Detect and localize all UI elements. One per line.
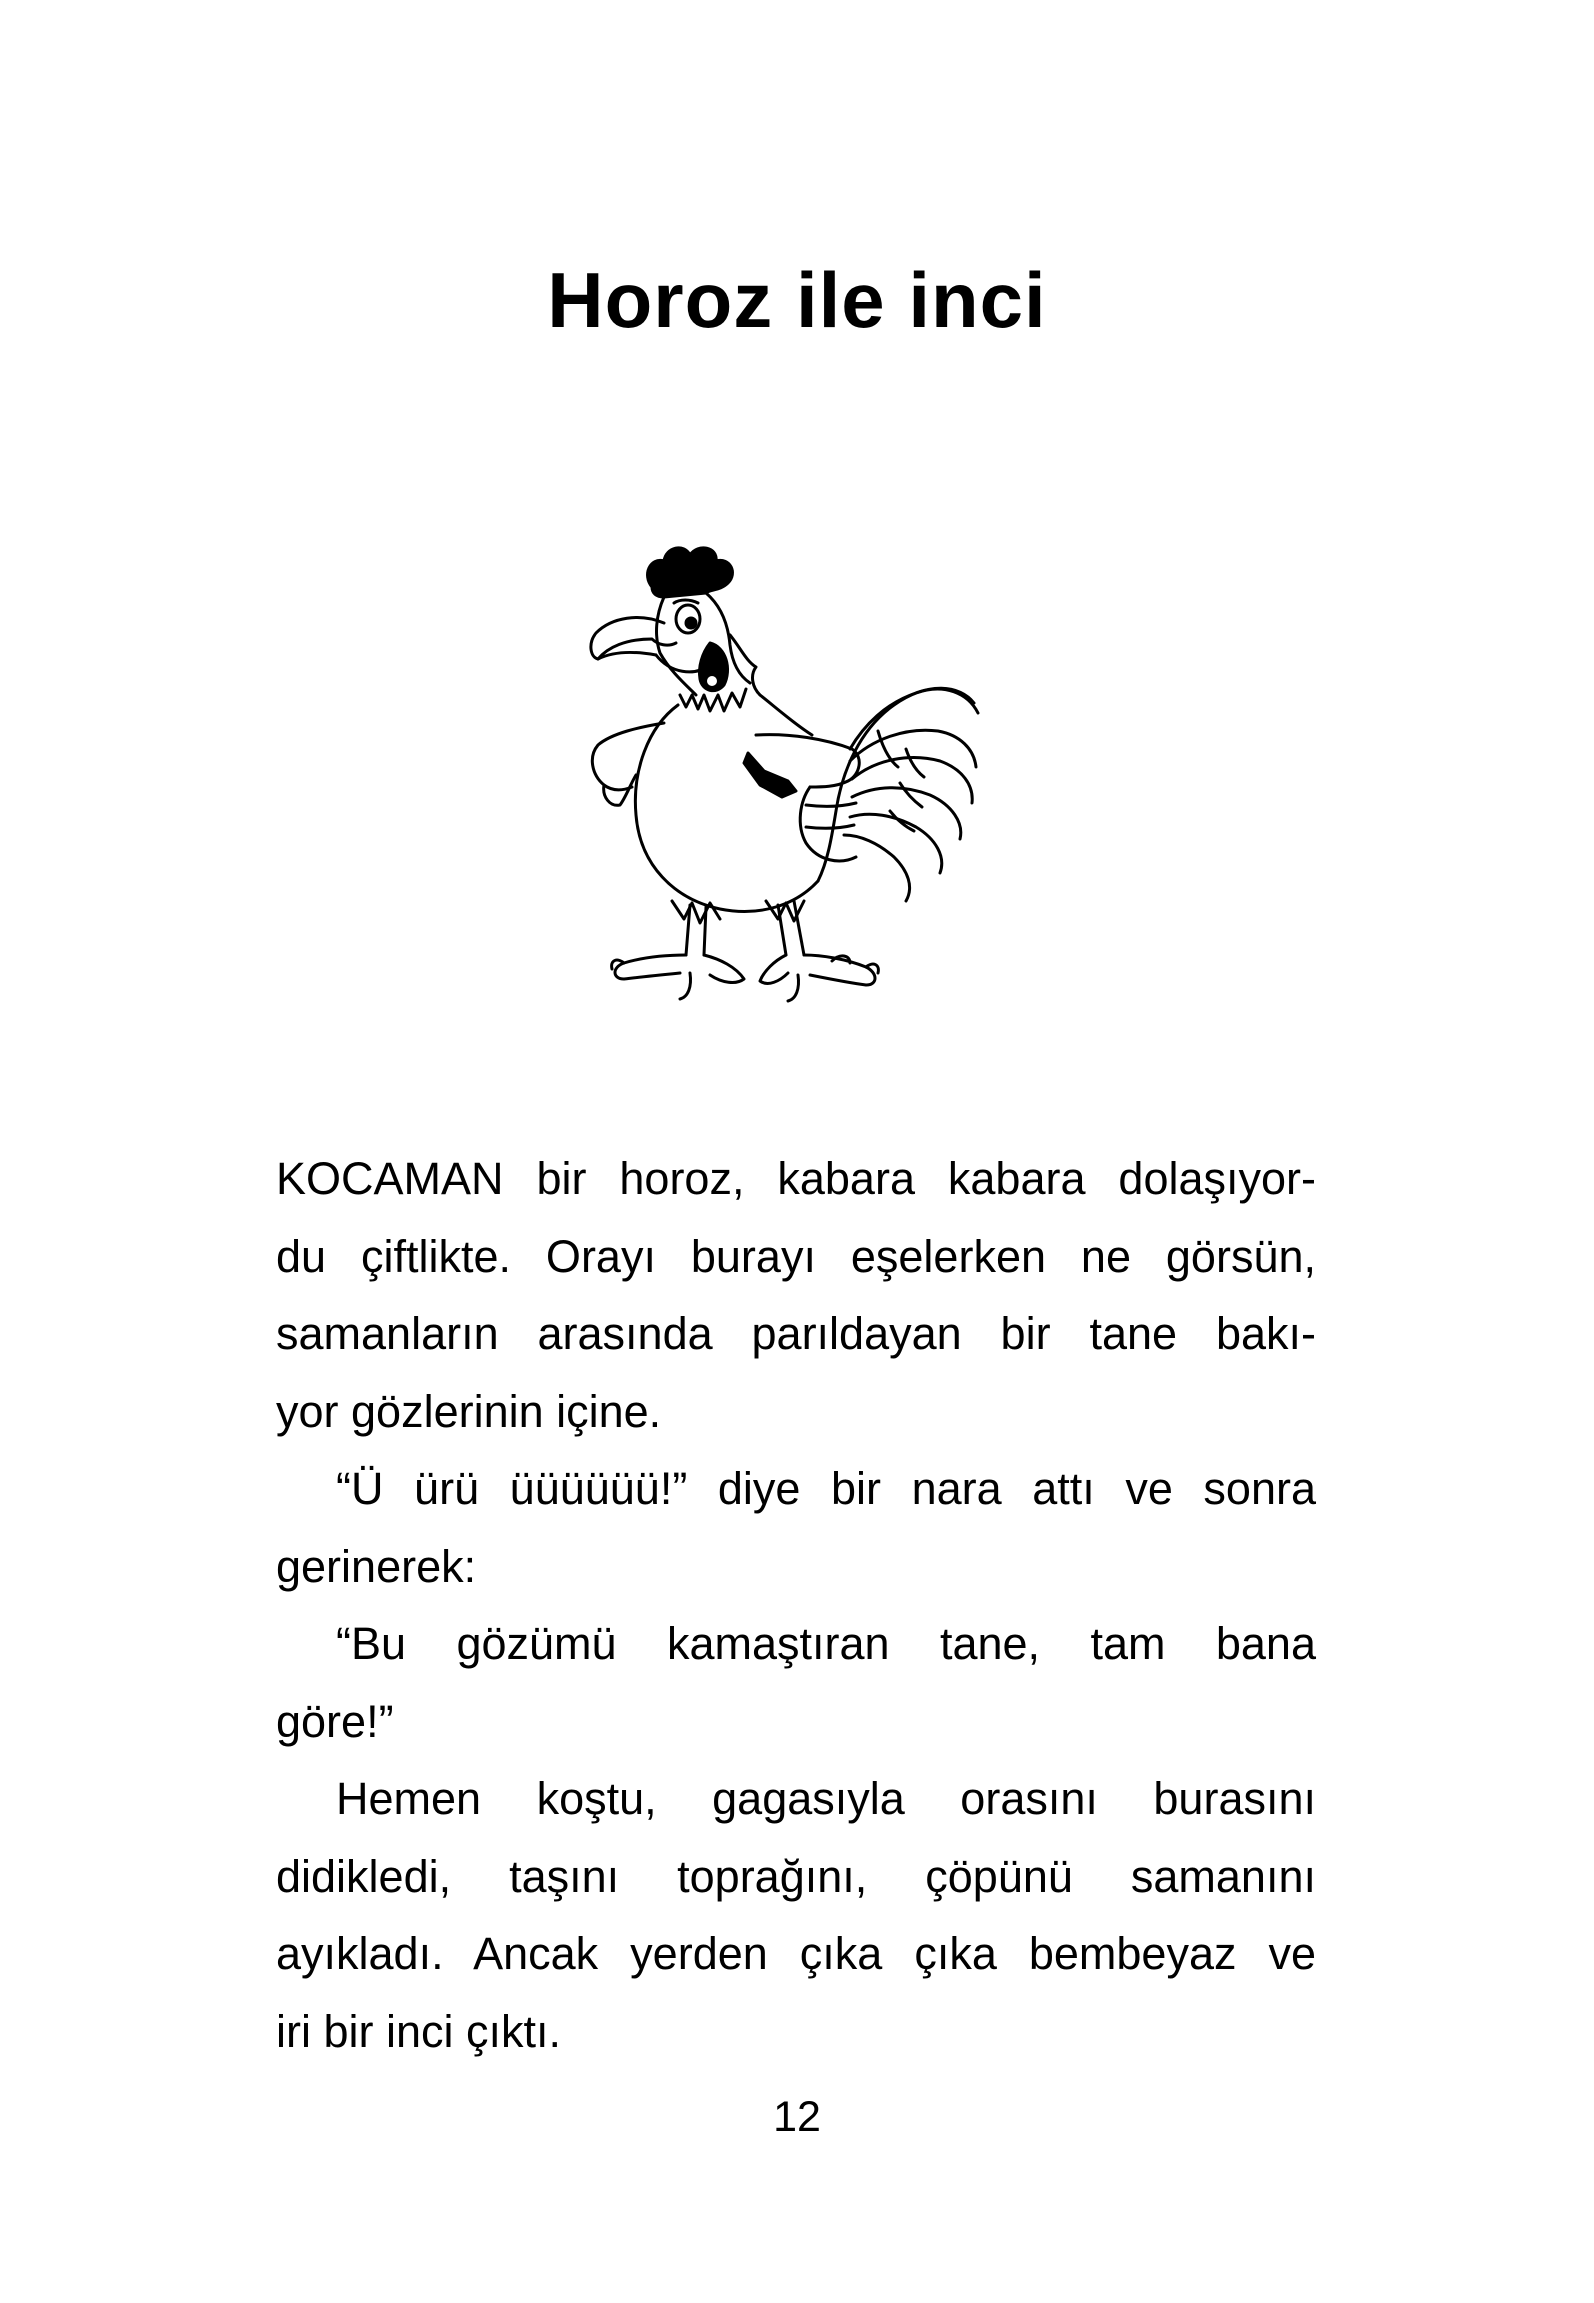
text-line: KOCAMAN bir horoz, kabara kabara dolaşıyor- — [276, 1153, 1316, 1204]
text-line: Hemen koştu, gagasıyla orasını burasını — [336, 1773, 1316, 1824]
text-line: samanların arasında parıldayan bir tane bakı- — [276, 1308, 1316, 1359]
rooster-icon — [560, 535, 1000, 1010]
text-line: “Bu gözümü kamaştıran tane, tam bana — [336, 1618, 1316, 1669]
page-title: Horoz ile inci — [547, 256, 1047, 344]
text-line: du çiftlikte. Orayı burayı eşelerken ne görsün, — [276, 1230, 1316, 1282]
text-line: gerinerek: — [276, 1540, 477, 1592]
text-line: didikledi, taşını toprağını, çöpünü samanını — [276, 1850, 1316, 1902]
story-text — [276, 1140, 1316, 2070]
text-line: ayıkladı. Ancak yerden çıka çıka bembeyaz ve — [276, 1928, 1316, 1979]
page-number: 12 — [773, 2093, 821, 2141]
text-line: göre!” — [276, 1695, 394, 1747]
text-line: iri bir inci çıktı. — [276, 2005, 562, 2057]
text-line: yor gözlerinin içine. — [276, 1385, 662, 1437]
text-line: “Ü ürü üüüüüü!” diye bir nara attı ve sonra — [336, 1463, 1316, 1514]
